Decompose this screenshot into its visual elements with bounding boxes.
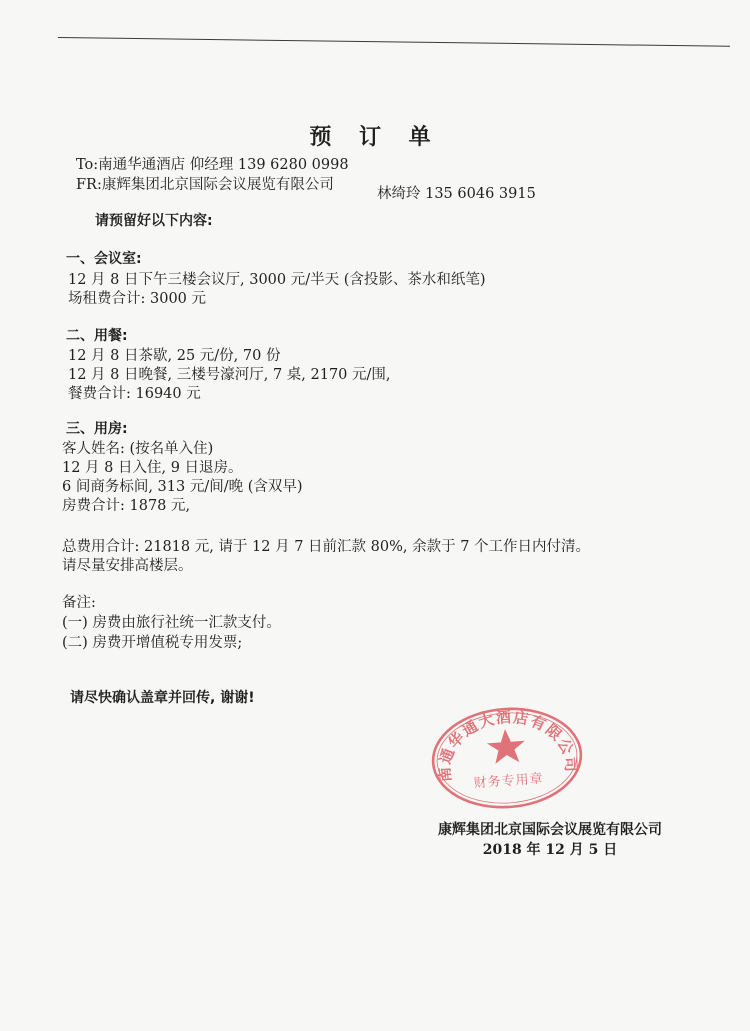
notes-item-2: (二) 房费开增值税专用发票;: [62, 635, 243, 651]
seal-star-icon: [486, 728, 526, 765]
seal-graphic: [430, 705, 585, 811]
rooms-line-3: 6 间商务标间, 313 元/间/晚 (含双早): [62, 479, 303, 495]
total-line-1: 总费用合计: 21818 元, 请于 12 月 7 日前汇款 80%, 余款于 7 个工作日内付清。: [62, 539, 591, 555]
meeting-line-1: 12 月 8 日下午三楼会议厅, 3000 元/半天 (含投影、茶水和纸笔): [68, 272, 486, 288]
from-line: FR:康辉集团北京国际会议展览有限公司: [76, 177, 334, 193]
to-line: To:南通华通酒店 仰经理 139 6280 0998: [76, 157, 349, 173]
signature-company: 康辉集团北京国际会议展览有限公司: [438, 822, 662, 838]
closing-text: 请尽快确认盖章并回传, 谢谢!: [70, 690, 255, 706]
signature-block: [430, 820, 670, 860]
rooms-line-2: 12 月 8 日入住, 9 日退房。: [62, 460, 243, 476]
seal-outer-text: 南通华通大酒店有限公司: [435, 708, 581, 783]
dining-line-2: 12 月 8 日晚餐, 三楼号濠河厅, 7 桌, 2170 元/围,: [68, 367, 391, 383]
meeting-heading: 一、会议室:: [66, 251, 142, 267]
meeting-line-2: 场租费合计: 3000 元: [68, 291, 207, 307]
dining-line-3: 餐费合计: 16940 元: [68, 386, 201, 402]
notes-heading: 备注:: [62, 595, 96, 611]
dining-heading: 二、用餐:: [66, 328, 128, 344]
rooms-heading: 三、用房:: [66, 421, 128, 437]
rooms-line-1: 客人姓名: (按名单入住): [62, 441, 214, 457]
document-title: 预 订 单: [309, 125, 441, 150]
intro-text: 请预留好以下内容:: [95, 213, 213, 229]
rooms-line-4: 房费合计: 1878 元,: [62, 498, 191, 514]
company-seal-stamp: [428, 705, 586, 811]
top-rule: [58, 37, 730, 47]
seal-inner-text: 财务专用章: [473, 771, 545, 792]
from-contact: 林绮玲 135 6046 3915: [377, 186, 536, 202]
notes-item-1: (一) 房费由旅行社统一汇款支付。: [62, 615, 281, 631]
dining-line-1: 12 月 8 日茶歇, 25 元/份, 70 份: [68, 348, 281, 364]
total-line-2: 请尽量安排高楼层。: [62, 558, 193, 574]
signature-date: 2018 年 12 月 5 日: [482, 842, 618, 858]
